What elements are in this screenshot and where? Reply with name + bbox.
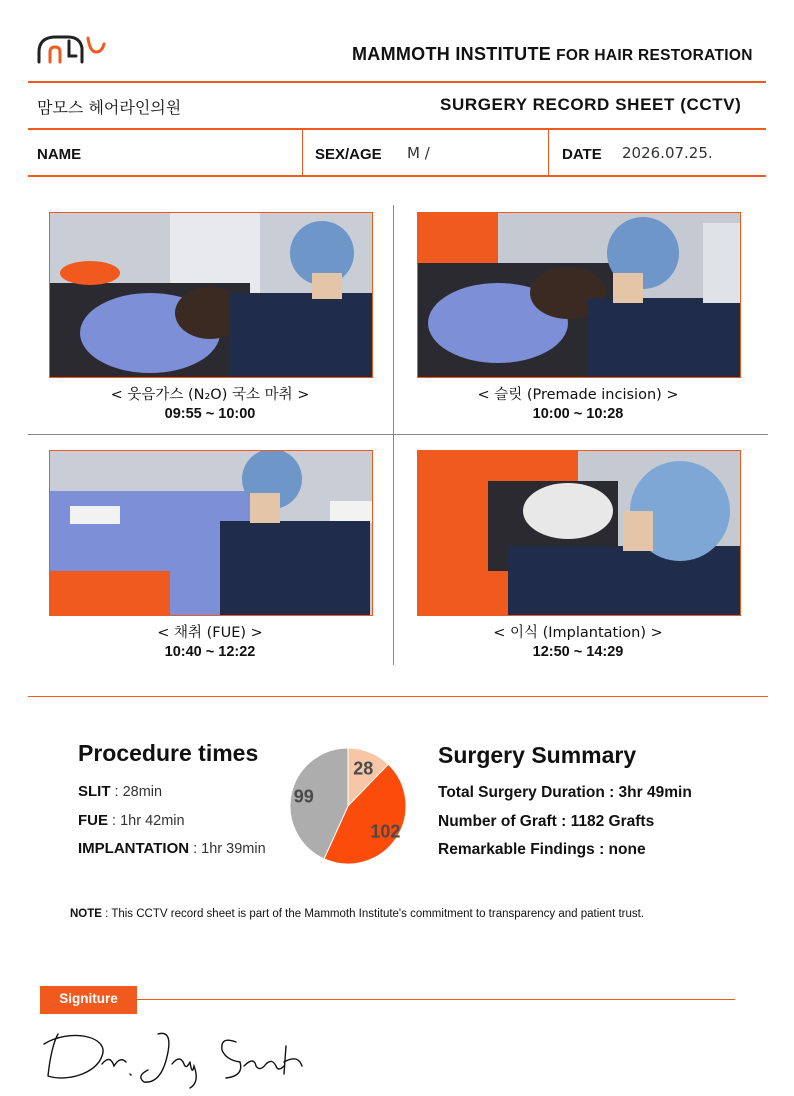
brand-sub: FOR HAIR RESTORATION xyxy=(556,47,753,64)
divider xyxy=(28,128,766,130)
document-title: SURGERY RECORD SHEET (CCTV) xyxy=(440,95,742,114)
note-label: NOTE xyxy=(70,908,102,920)
summary-findings: Remarkable Findings : none xyxy=(438,841,646,858)
procedure-times-title: Procedure times xyxy=(78,740,259,766)
caption-time: 10:00 ~ 10:28 xyxy=(532,406,624,422)
cctv-photo-slit xyxy=(417,212,741,378)
field-separator xyxy=(548,130,549,176)
field-separator xyxy=(302,130,303,176)
mammoth-logo-icon xyxy=(36,30,108,66)
name-label: NAME xyxy=(37,146,82,163)
cctv-photo-implantation xyxy=(417,450,741,616)
signature-label: Signiture xyxy=(40,986,137,1014)
caption-title: < 웃음가스 (N₂O) 국소 마취 > xyxy=(110,387,310,403)
summary-duration: Total Surgery Duration : 3hr 49min xyxy=(438,784,692,801)
procedure-label: FUE xyxy=(78,812,108,829)
cctv-photo-fue xyxy=(49,450,373,616)
photo-caption xyxy=(417,624,739,662)
surgery-summary-title: Surgery Summary xyxy=(438,742,637,768)
grid-divider-vertical xyxy=(393,205,394,665)
procedure-pie-chart xyxy=(288,746,408,866)
date-label: DATE xyxy=(562,146,602,163)
photo-caption xyxy=(417,386,739,424)
note-text: : This CCTV record sheet is part of the Mammoth Institute's commitment to transparency and patient trust. xyxy=(101,908,645,920)
divider xyxy=(28,81,766,83)
brand-main: MAMMOTH INSTITUTE xyxy=(352,44,552,64)
brand-name xyxy=(352,44,753,65)
procedure-row-implantation xyxy=(78,840,266,857)
handwritten-signature xyxy=(40,1026,310,1090)
caption-title: < 이식 (Implantation) > xyxy=(493,625,663,641)
caption-time: 10:40 ~ 12:22 xyxy=(164,644,256,660)
date-value: 2026.07.25. xyxy=(622,144,713,162)
pie-label-implantation: 99 xyxy=(293,786,314,807)
procedure-label: SLIT xyxy=(78,783,111,800)
procedure-row-slit xyxy=(78,783,162,800)
procedure-value: : 1hr 39min xyxy=(189,841,266,857)
caption-time: 12:50 ~ 14:29 xyxy=(532,644,624,660)
procedure-value: : 1hr 42min xyxy=(108,813,185,829)
procedure-row-fue xyxy=(78,812,185,829)
sex-age-value: M / xyxy=(407,144,430,162)
divider xyxy=(28,175,766,177)
clinic-korean-name: 맘모스 헤어라인의원 xyxy=(37,98,182,117)
summary-grafts: Number of Graft : 1182 Grafts xyxy=(438,813,655,830)
divider xyxy=(28,696,768,697)
pie-label-slit: 28 xyxy=(353,758,374,779)
procedure-value: : 28min xyxy=(110,784,163,800)
pie-label-fue: 102 xyxy=(370,821,401,842)
cctv-photo-anesthesia xyxy=(49,212,373,378)
caption-title: < 채취 (FUE) > xyxy=(157,625,263,641)
signature-line xyxy=(137,999,735,1000)
grid-divider-horizontal xyxy=(28,434,768,435)
caption-time: 09:55 ~ 10:00 xyxy=(164,406,256,422)
caption-title: < 슬릿 (Premade incision) > xyxy=(477,387,679,403)
procedure-label: IMPLANTATION xyxy=(78,840,190,857)
sex-age-label: SEX/AGE xyxy=(315,146,382,163)
photo-caption xyxy=(49,386,371,424)
note xyxy=(70,908,644,920)
photo-caption xyxy=(49,624,371,662)
